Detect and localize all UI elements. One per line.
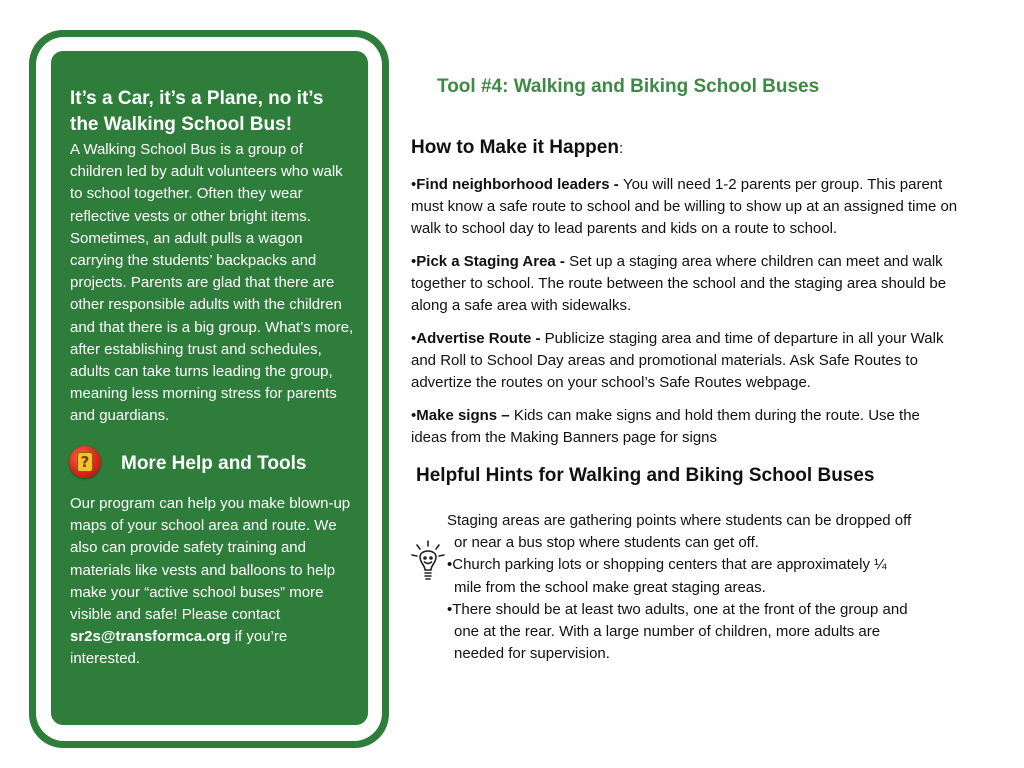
tip-text: Set up a staging area where children can meet and walk together to school. The route between the school and the staging area should be along a safe area with sidewalks.: [411, 253, 947, 314]
help-body: [70, 493, 355, 671]
tip-lead: Pick a Staging Area -: [416, 253, 570, 270]
tips-list: [411, 174, 959, 460]
help-title: More Help and Tools: [121, 453, 307, 474]
tip-text: Publicize staging area and time of departure in all your Walk and Roll to School Day areas and promotional materials. Ask Safe Routes to advertize the routes on your school’s Safe Routes webpage.: [411, 330, 944, 391]
tip-text: You will need 1-2 parents per group. This parent must know a safe route to school and be willing to show up at an assigned time on walk to school day to lead parents and kids on a route to school.: [411, 176, 958, 237]
tip-bullet: •: [411, 176, 417, 193]
sidebar-body: A Walking School Bus is a group of children led by adult volunteers who walk to school together. Often they wear reflective vests or other bright items. Sometimes, an adult pulls a wagon carrying the students’ backpacks and projects. Parents are glad that there are other responsible adults with the children and that there is a big group. What’s more, after establishing trust and schedules, adults can take turns leading the group, meaning less morning stress for parents and guardians.: [70, 141, 354, 425]
hint-line: mile from the school make great staging areas.: [454, 578, 766, 596]
page-title: Tool #4: Walking and Biking School Buses: [437, 76, 820, 97]
help-body-text: Our program can help you make blown-up maps of your school area and route. We also can provide safety training and materials like vests and balloons to help make your “active school buses” more visible and safe! Please contact: [70, 495, 351, 624]
tip-item: [411, 405, 959, 449]
sidebar-panel: [51, 51, 368, 725]
tip-lead: Find neighborhood leaders -: [416, 176, 623, 193]
hint-line: •Church parking lots or shopping centers that are approximately ¼: [447, 556, 887, 574]
question-mark-glyph: ?: [77, 452, 93, 472]
tip-bullet: •: [411, 407, 417, 424]
hint-line: •There should be at least two adults, one at the front of the group and: [447, 600, 908, 618]
tip-bullet: •: [411, 253, 417, 270]
hint-line: needed for supervision.: [454, 645, 610, 663]
hint-line: one at the rear. With a large number of children, more adults are: [454, 623, 881, 641]
question-mark-icon: [69, 446, 101, 478]
how-heading-text: How to Make it Happen: [411, 137, 619, 158]
hint-line: Staging areas are gathering points where students can be dropped off: [447, 512, 912, 529]
sidebar-title: It’s a Car, it’s a Plane, no it’s the Walking School Bus!: [70, 88, 324, 135]
hints-heading: Helpful Hints for Walking and Biking School Buses: [416, 465, 875, 486]
tip-lead: Make signs –: [416, 407, 514, 424]
tip-lead: Advertise Route -: [416, 330, 545, 347]
how-heading: [411, 137, 623, 159]
hints-list: [447, 510, 927, 665]
contact-email[interactable]: sr2s@transformca.org: [70, 628, 231, 646]
tip-text: Kids can make signs and hold them during the route. Use the ideas from the Making Banners page for signs: [411, 407, 920, 446]
lightbulb-idea-icon: [408, 537, 448, 587]
help-body-tail: if you’re interested.: [70, 628, 288, 668]
tip-bullet: •: [411, 330, 417, 347]
tip-item: [411, 328, 959, 394]
hint-line: or near a bus stop where students can get off.: [454, 534, 759, 552]
tip-item: [411, 174, 959, 240]
tip-item: [411, 251, 959, 317]
how-heading-colon: :: [618, 140, 624, 157]
